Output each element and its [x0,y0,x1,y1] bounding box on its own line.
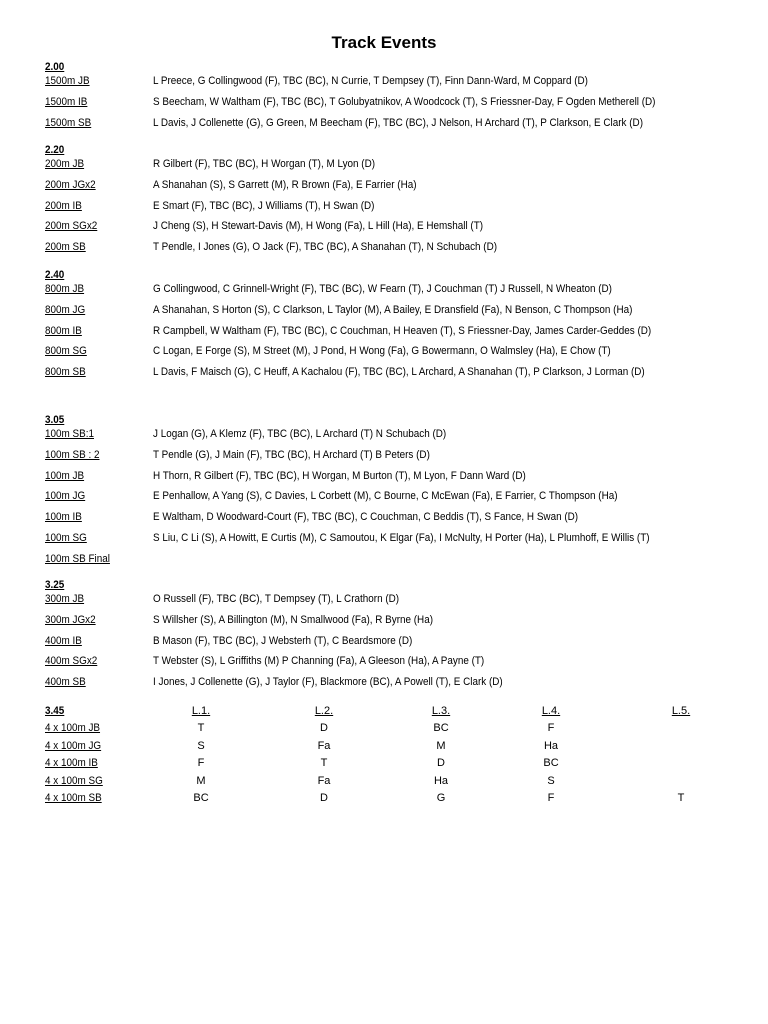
lane-team: D [320,792,328,804]
event-name: 800m SG [45,345,87,358]
session-time: 2.00 [45,61,65,73]
lane-team: M [436,739,446,752]
event-name: 200m JGx2 [45,178,96,191]
event-name: 200m SB [45,241,86,254]
relay-event-name: 4 x 100m JG [45,739,102,752]
competitor-list: S Beecham, W Waltham (F), TBC (BC), T Golubyatnikov, A Woodcock (T), S Friessner-Day, F Ogden Metherell (D) [153,95,656,108]
lane-team: S [547,774,555,787]
competitor-list: A Shanahan, S Horton (S), C Clarkson, L Taylor (M), A Bailey, E Dransfield (Fa), N Benson, C Thompson (Ha) [153,303,633,316]
lane-team: Fa [317,774,331,787]
competitor-list: S Willsher (S), A Billington (M), N Smallwood (Fa), R Byrne (Ha) [153,613,434,626]
competitor-list: G Collingwood, C Grinnell-Wright (F), TBC (BC), W Fearn (T), J Couchman (T) J Russell, N Wheaton (D) [153,283,612,295]
competitor-list: E Waltham, D Woodward-Court (F), TBC (BC), C Couchman, C Beddis (T), S Fance, H Swan (D) [153,511,579,524]
event-name: 100m JG [45,490,86,503]
competitor-list: T Pendle (G), J Main (F), TBC (BC), H Archard (T) B Peters (D) [153,448,430,461]
lane-team: T [197,722,205,734]
lane-header: L.5. [671,705,691,717]
session-time: 3.05 [45,414,65,426]
competitor-list: E Smart (F), TBC (BC), J Williams (T), H Swan (D) [153,199,375,212]
lane-team: Fa [317,739,331,752]
competitor-list: T Webster (S), L Griffiths (M) P Channing (Fa), A Gleeson (Ha), A Payne (T) [153,655,485,668]
session-time: 2.40 [45,269,65,281]
competitor-list: R Campbell, W Waltham (F), TBC (BC), C Couchman, H Heaven (T), S Friessner-Day, James Carder-Geddes (D) [153,324,652,337]
competitor-list: C Logan, E Forge (S), M Street (M), J Pond, H Wong (Fa), G Bowermann, O Walmsley (Ha), E Chow (T) [153,345,611,358]
lane-team: Ha [433,774,449,787]
lane-header: L.3. [431,705,451,717]
session-time: 3.25 [45,579,65,591]
lane-team: F [547,792,555,804]
event-name: 1500m SB [45,116,92,129]
event-name: 400m SB [45,676,86,689]
lane-header: L.2. [314,705,334,717]
competitor-list: H Thorn, R Gilbert (F), TBC (BC), H Worgan, M Burton (T), M Lyon, F Dann Ward (D) [153,469,526,482]
event-name: 200m JB [45,158,85,170]
competitor-list: O Russell (F), TBC (BC), T Dempsey (T), L Crathorn (D) [153,593,400,605]
lane-team: T [320,757,328,769]
relay-event-name: 4 x 100m SG [45,774,103,787]
event-name: 200m IB [45,199,82,212]
competitor-list: I Jones, J Collenette (G), J Taylor (F), Blackmore (BC), A Powell (T), E Clark (D) [153,676,503,689]
competitor-list: A Shanahan (S), S Garrett (M), R Brown (Fa), E Farrier (Ha) [153,178,417,191]
event-name: 400m IB [45,634,82,647]
event-name: 100m SB : 2 [45,448,100,461]
event-name: 200m SGx2 [45,220,98,233]
competitor-list: T Pendle, I Jones (G), O Jack (F), TBC (BC), A Shanahan (T), N Schubach (D) [153,241,498,254]
relay-event-name: 4 x 100m JB [45,722,101,734]
lane-team: S [197,739,205,752]
session-time: 3.45 [45,705,65,717]
event-name: 800m JB [45,283,85,295]
lane-team: BC [543,757,559,769]
event-name: 300m JGx2 [45,613,96,626]
event-name: 1500m JB [45,75,90,87]
session-time: 2.20 [45,144,65,156]
competitor-list: E Penhallow, A Yang (S), C Davies, L Corbett (M), C Bourne, C McEwan (Fa), E Farrier, C Thompson (Ha) [153,490,618,503]
relay-event-name: 4 x 100m SB [45,792,102,804]
lane-team: G [436,792,446,804]
competitor-list: L Davis, F Maisch (G), C Heuff, A Kachalou (F), TBC (BC), L Archard, A Shanahan (T), P Clarkson, J Lorman (D) [153,366,645,379]
lane-team: M [196,774,206,787]
competitor-list: R Gilbert (F), TBC (BC), H Worgan (T), M Lyon (D) [153,158,376,170]
event-name: 100m SG [45,532,87,544]
lane-header: L.1. [191,705,211,717]
event-name: 300m JB [45,593,85,605]
competitor-list: L Preece, G Collingwood (F), TBC (BC), N Currie, T Dempsey (T), Finn Dann-Ward, M Coppard (D) [153,75,588,87]
event-name: 100m JB [45,469,85,482]
event-name: 100m SB:1 [45,428,94,440]
competitor-list: J Cheng (S), H Stewart-Davis (M), H Wong (Fa), L Hill (Ha), E Hemshall (T) [153,220,484,233]
competitor-list: B Mason (F), TBC (BC), J Websterh (T), C Beardsmore (D) [153,634,413,647]
event-name: 800m IB [45,324,82,337]
lane-team: D [437,757,445,769]
event-name: 800m SB [45,366,86,379]
event-name: 1500m IB [45,95,88,108]
lane-team: Ha [543,739,559,752]
lane-team: BC [193,792,209,804]
competitor-list: J Logan (G), A Klemz (F), TBC (BC), L Archard (T) N Schubach (D) [153,428,447,440]
lane-team: T [677,792,685,804]
event-name: 800m JG [45,303,86,316]
lane-team: F [197,757,205,769]
lane-team: BC [433,722,449,734]
lane-header: L.4. [541,705,561,717]
lane-team: F [547,722,555,734]
event-name: 400m SGx2 [45,655,98,668]
page-title: Track Events [331,33,437,52]
relay-event-name: 4 x 100m IB [45,757,98,769]
competitor-list: S Liu, C Li (S), A Howitt, E Curtis (M), C Samoutou, K Elgar (Fa), I McNulty, H Porter (Ha), L Plumhoff, E Willis (T) [153,532,650,544]
event-name: 100m SB Final [45,552,110,565]
competitor-list: L Davis, J Collenette (G), G Green, M Beecham (F), TBC (BC), J Nelson, H Archard (T), P Clarkson, E Clark (D) [153,116,643,129]
event-name: 100m IB [45,511,82,524]
lane-team: D [320,722,328,734]
